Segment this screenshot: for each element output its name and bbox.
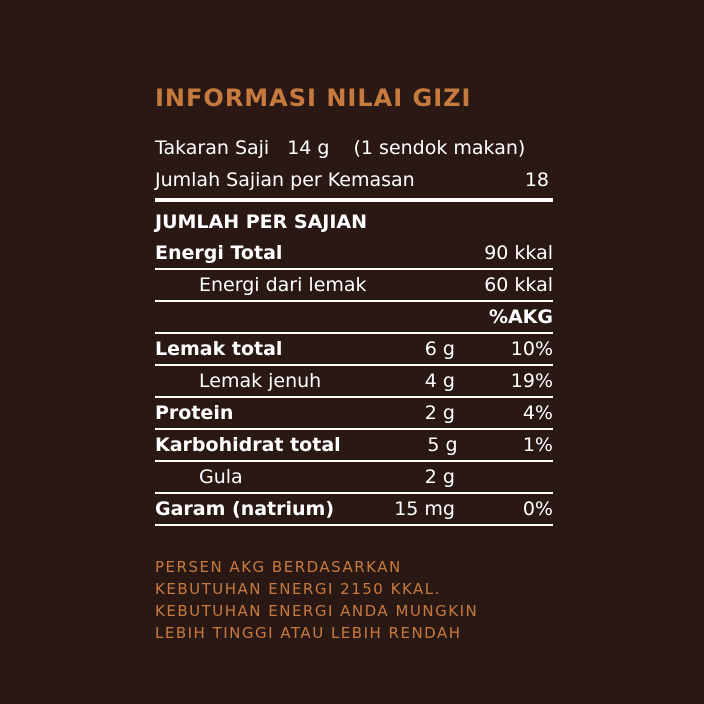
serving-size-amount: 14 g [287,137,330,159]
nutrient-amount: 2 g [424,466,455,488]
nutrient-label: Lemak total [155,338,283,360]
footer-note [155,556,553,644]
nutrient-row [155,334,553,366]
nutrient-percent: 0% [522,498,553,520]
akg-header: %AKG [488,306,553,328]
nutrient-amount: 6 g [424,338,455,360]
energy-total-row [155,238,553,270]
energy-total-label: Energi Total [155,242,283,264]
energy-fat-label: Energi dari lemak [199,274,367,296]
nutrient-label: Protein [155,402,234,424]
footer-line: LEBIH TINGGI ATAU LEBIH RENDAH [155,624,462,642]
energy-total-value: 90 kkal [484,242,553,264]
energy-fat-value: 60 kkal [484,274,553,296]
nutrient-label: Gula [199,466,243,488]
nutrient-percent: 10% [510,338,553,360]
nutrient-row [155,366,553,398]
footer-line: PERSEN AKG BERDASARKAN [155,558,402,576]
footer-line: KEBUTUHAN ENERGI 2150 KKAL. [155,580,441,598]
nutrient-row [155,398,553,430]
akg-header-row [155,302,553,334]
nutrient-row [155,462,553,494]
nutrient-label: Karbohidrat total [155,434,341,456]
nutrient-amount: 4 g [424,370,455,392]
footer-line: KEBUTUHAN ENERGI ANDA MUNGKIN [155,602,479,620]
nutrient-percent: 1% [522,434,553,456]
nutrition-title: INFORMASI NILAI GIZI [155,84,472,112]
nutrient-label: Lemak jenuh [199,370,322,392]
serving-size-label: Takaran Saji [155,137,270,159]
nutrient-amount: 2 g [424,402,455,424]
servings-per-pack-value: 18 [524,169,549,191]
energy-fat-row [155,270,553,302]
nutrient-percent: 19% [510,370,553,392]
nutrient-label: Garam (natrium) [155,498,335,520]
nutrient-row [155,430,553,462]
servings-per-pack-row [155,164,553,196]
nutrient-row [155,494,553,526]
serving-size-note: (1 sendok makan) [353,137,526,159]
nutrition-facts-panel [155,80,553,644]
nutrient-amount: 5 g [427,434,458,456]
servings-per-pack-label: Jumlah Sajian per Kemasan [155,169,415,191]
serving-size-row [155,132,553,164]
nutrient-percent: 4% [522,402,553,424]
nutrient-amount: 15 mg [394,498,455,520]
section-header: JUMLAH PER SAJIAN [155,211,368,233]
serving-info [155,132,553,196]
